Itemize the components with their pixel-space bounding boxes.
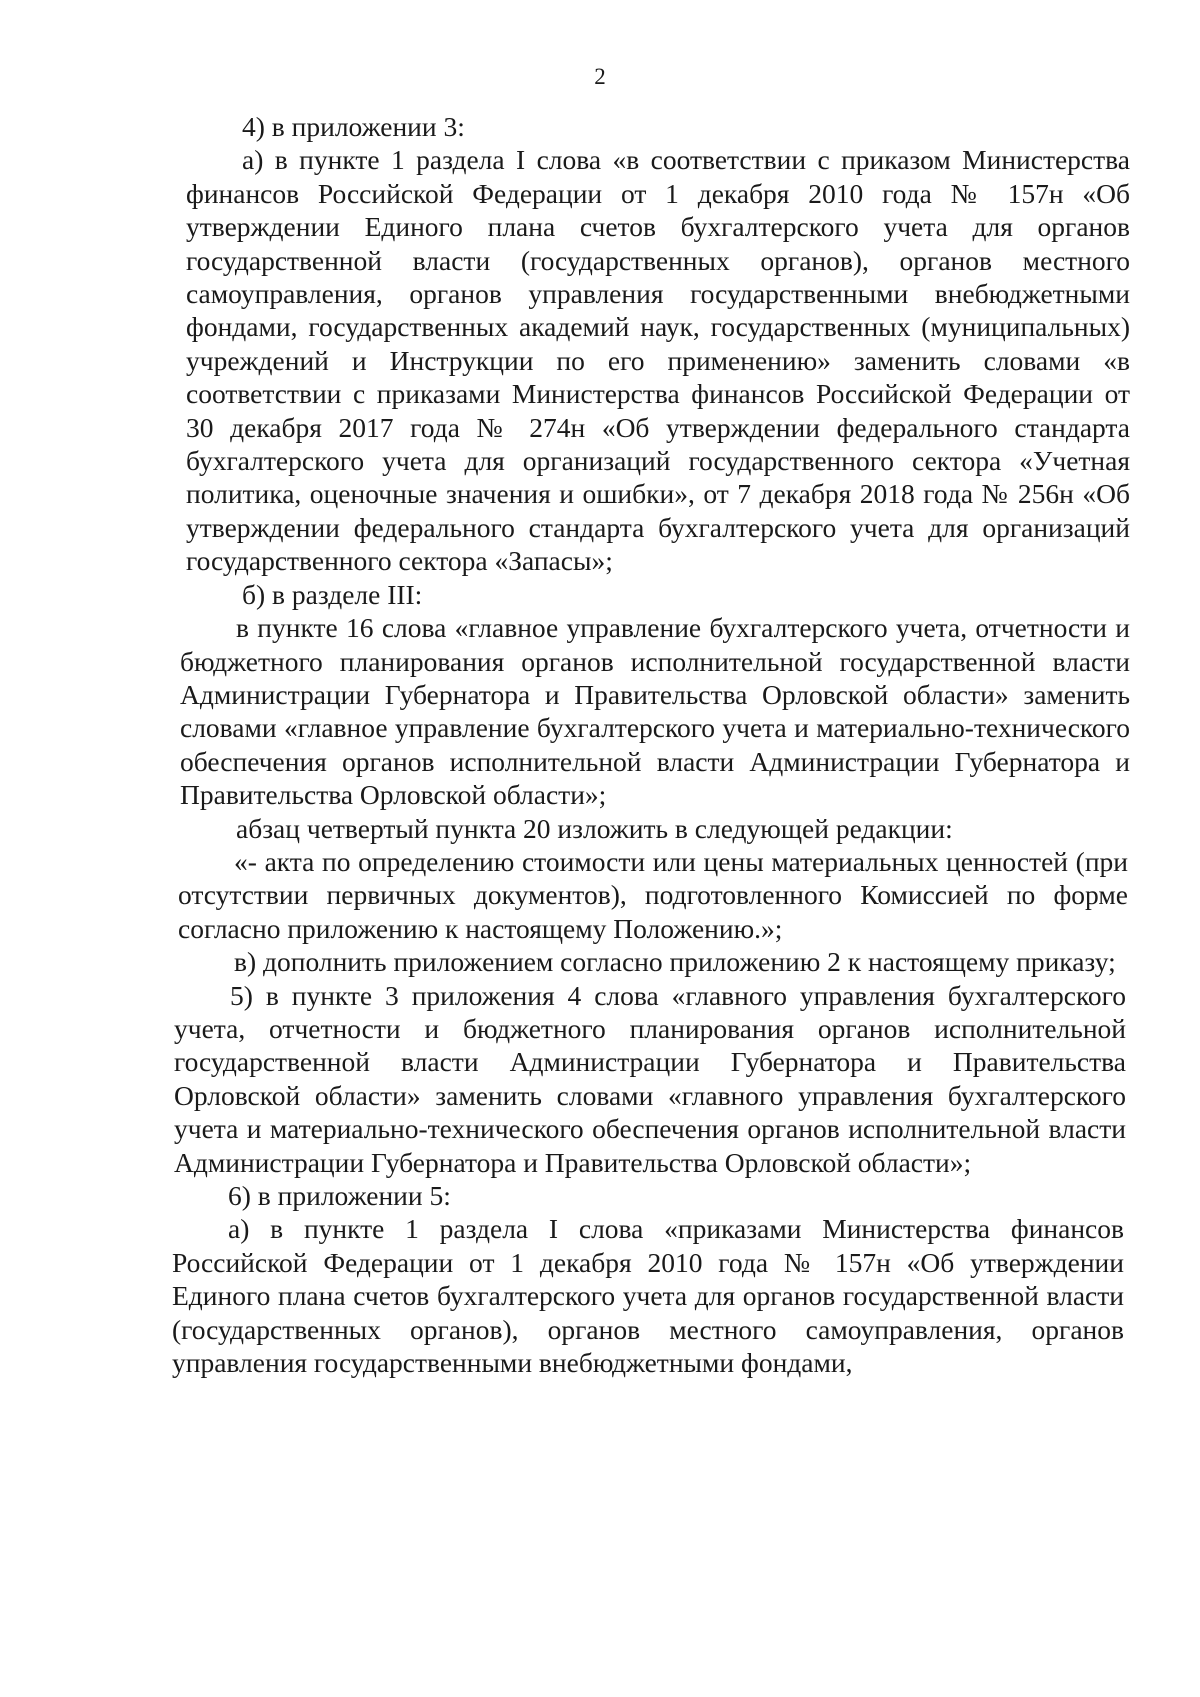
paragraph-item-4a: а) в пункте 1 раздела I слова «в соответствии с приказом Министерства финансов Российской Федерации от 1 декабря 2010 года № 157н «Об утверждении Единого плана счетов бухгалтерского учета для органов государственной власти (государственных органов), органов местного самоуправления, органов управления государственными внебюджетными фондами, государственных академий наук, государственных (муниципальных) учреждений и Инструкции по его применению» заменить словами «в соответствии с приказами Министерства финансов Российской Федерации от 30 декабря 2017 года № 274н «Об утверждении федерального стандарта бухгалтерского учета для организаций государственного сектора «Учетная политика, оценочные значения и ошибки», от 7 декабря 2018 года № 256н «Об утверждении федерального стандарта бухгалтерского учета для организаций государственного сектора «Запасы»; [186,144,1130,577]
paragraph-point-20: абзац четвертый пункта 20 изложить в следующей редакции: [236,812,953,844]
paragraph-act-quote: «- акта по определению стоимости или цены материальных ценностей (при отсутствии первичных документов), подготовленного Комиссией по форме согласно приложению к настоящему Положению.»; [178,845,1128,944]
section-appendix-5 [172,1179,1124,1379]
section-appendix-3 [186,110,1130,611]
document-body [0,110,1200,1379]
paragraph-item-6a: а) в пункте 1 раздела I слова «приказами Министерства финансов Российской Федерации от 1 декабря 2010 года № 157н «Об утверждении Единого плана счетов бухгалтерского учета для органов государственной власти (государственных органов), органов местного самоуправления, органов управления государственными внебюджетными фондами, [172,1213,1124,1379]
section-appendix-4 [174,979,1126,1179]
section-act-text [178,845,1128,979]
paragraph-item-4b: б) в разделе III: [242,578,423,610]
paragraph-item-6: 6) в приложении 5: [228,1180,451,1211]
paragraph-item-4: 4) в приложении 3: [242,111,465,142]
section-section-3 [180,611,1130,845]
paragraph-item-5: 5) в пункте 3 приложения 4 слова «главного управления бухгалтерского учета, отчетности и бюджетного планирования органов исполнительной государственной власти Администрации Губернатора и Правительства Орловской области» заменить словами «главного управления бухгалтерского учета и материально-технического обеспечения органов исполнительной власти Администрации Губернатора и Правительства Орловской области»; [174,979,1126,1178]
paragraph-point-16: в пункте 16 слова «главное управление бухгалтерского учета, отчетности и бюджетного планирования органов исполнительной государственной власти Администрации Губернатора и Правительства Орловской области» заменить словами «главное управление бухгалтерского учета и материально-технического обеспечения органов исполнительной власти Администрации Губернатора и Правительства Орловской области»; [180,612,1130,811]
page-number: 2 [594,64,606,89]
paragraph-item-4v: в) дополнить приложением согласно приложению 2 к настоящему приказу; [234,946,1116,978]
